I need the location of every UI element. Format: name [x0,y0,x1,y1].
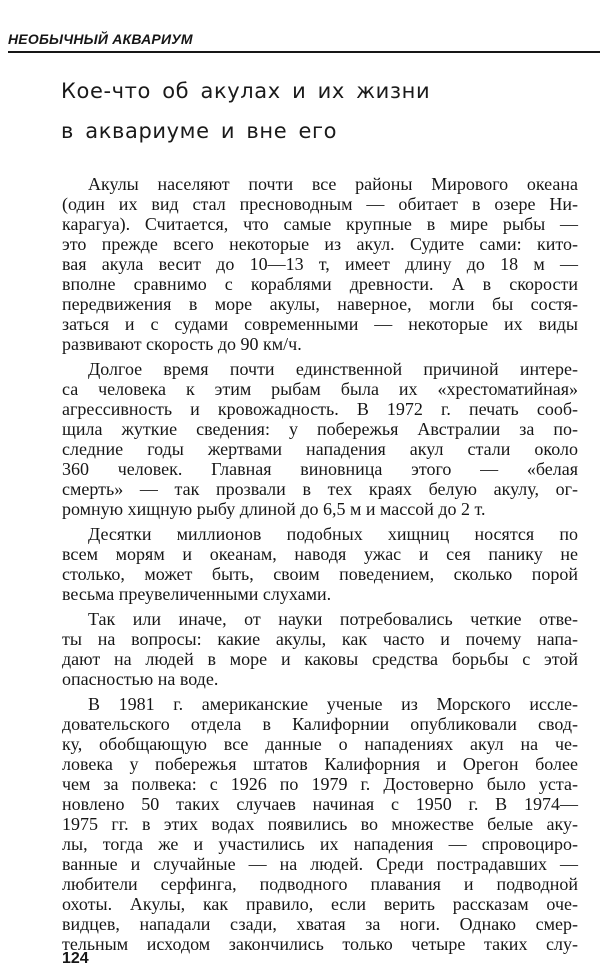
text-line: ромную хищную рыбу длиной до 6,5 м и массой до 2 т. [62,499,486,519]
text-line: всем морям и океанам, наводя ужас и сея панику не [62,544,578,564]
text-line: столько, может быть, своим поведением, сколько порой [62,564,578,584]
text-line: ванные и случайные — на людей. Среди пострадавших — [62,854,578,874]
text-line: смерть» — так прозвали в тех краях белую акулу, ог- [62,479,578,499]
text-line: видцев, нападали сзади, хватая за ноги. Однако смер- [62,914,578,934]
text-line: передвижения в море акулы, наверное, могли бы состя- [62,294,578,314]
text-line: тельным исходом закончились только четыре таких слу- [62,934,578,954]
paragraph [62,694,578,954]
article-title-line-1: Кое-что об акулах и их жизни [61,79,431,103]
text-line: ты на вопросы: какие акулы, как часто и почему напа- [62,629,578,649]
text-line: развивают скорость до 90 км/ч. [62,334,302,354]
text-line: агрессивность и кровожадность. В 1972 г. печать сооб- [62,399,578,419]
text-line: 360 человек. Главная виновница этого — «белая [62,459,578,479]
text-line: Акулы населяют почти все районы Мирового океана [88,174,578,194]
text-line: Так или иначе, от науки потребовались четкие отве- [88,609,578,629]
text-line: Долгое время почти единственной причиной интере- [88,359,578,379]
text-line: новлено 50 таких случаев начиная с 1950 г. В 1974— [62,794,578,814]
article-title-line-2: в аквариуме и вне его [61,119,338,143]
text-line: са человека к этим рыбам была их «хрестоматийная» [62,379,578,399]
text-line: карагуа). Считается, что самые крупные в мире рыбы — [62,214,578,234]
text-line: 1975 гг. в этих водах появились во множестве белые аку- [62,814,578,834]
paragraph [62,359,578,519]
text-line: вполне сравнимо с кораблями древности. А в скорости [62,274,578,294]
page-number: 124 [62,950,89,967]
text-line: весьма преувеличенными слухами. [62,584,332,604]
text-line: следние годы жертвами нападения акул стали около [62,439,578,459]
paragraph [62,174,578,354]
paragraph [62,609,578,689]
text-line: опасностью на воде. [62,669,219,689]
text-line: В 1981 г. американские ученые из Морского иссле- [88,694,578,714]
text-line: вая акула весит до 10—13 т, имеет длину до 18 м — [62,254,578,274]
text-line: ку, обобщающую все данные о нападениях акул на че- [62,734,578,754]
text-line: охоты. Акулы, как правило, если верить рассказам оче- [62,894,578,914]
text-line: ловека у побережья штатов Калифорния и Орегон более [62,754,578,774]
running-head: НЕОБЫЧНЫЙ АКВАРИУМ [8,31,193,47]
text-line: заться и с судами современными — некоторые их виды [62,314,578,334]
article-body [62,174,578,954]
text-line: щила жуткие сведения: у побережья Австралии за по- [62,419,578,439]
header-rule [8,51,600,53]
text-line: это прежде всего некоторые из акул. Судите сами: кито- [62,234,578,254]
text-line: Десятки миллионов подобных хищниц носятся по [88,524,578,544]
text-line: чем за полвека: с 1926 по 1979 г. Достоверно было уста- [62,774,578,794]
text-line: лы, тогда же и участились их нападения — спровоциро- [62,834,578,854]
text-line: довательского отдела в Калифорнии опубликовали свод- [62,714,578,734]
text-line: дают на людей в море и каковы средства борьбы с этой [62,649,578,669]
paragraph [62,524,578,604]
text-line: (один их вид стал пресноводным — обитает в озере Ни- [62,194,578,214]
text-line: любители серфинга, подводного плавания и подводной [62,874,578,894]
